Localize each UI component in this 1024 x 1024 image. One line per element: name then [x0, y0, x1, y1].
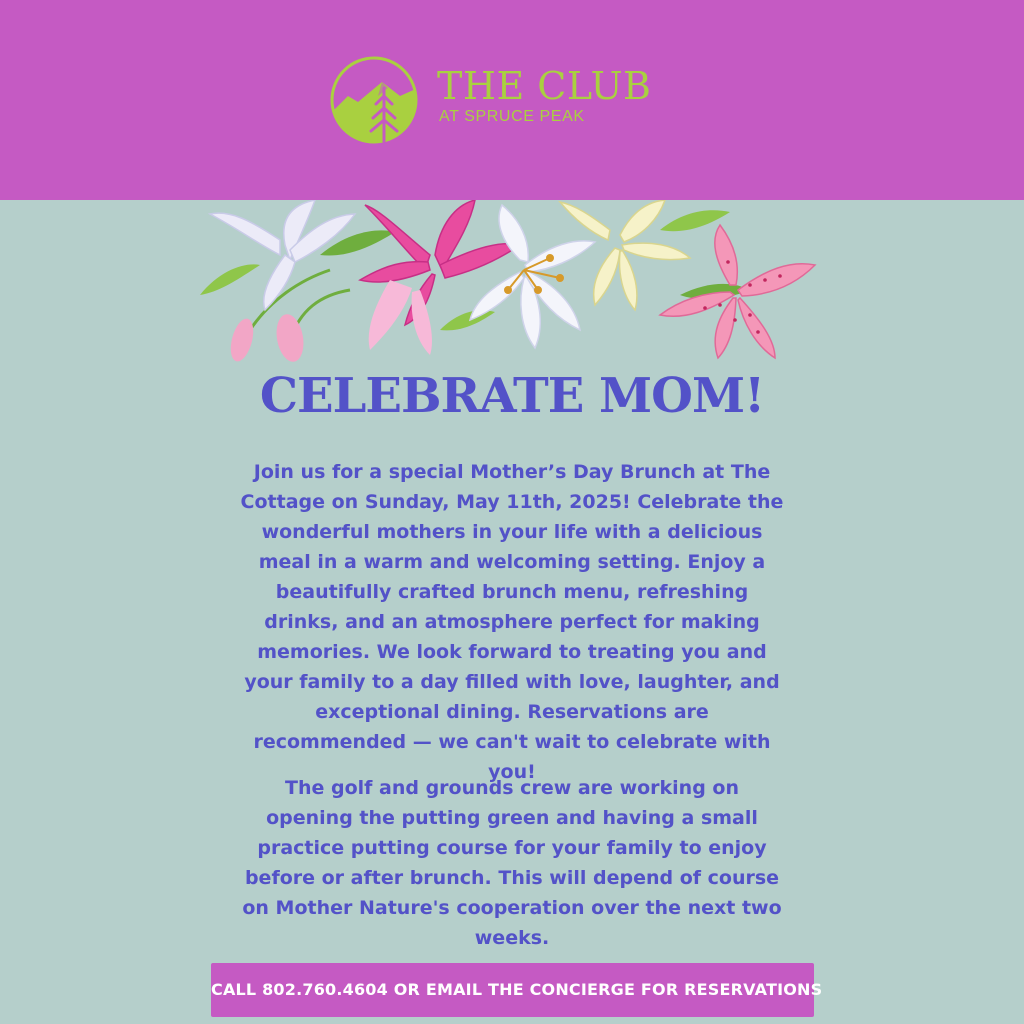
intro-paragraph: Join us for a special Mother’s Day Brunch at The Cottage on Sunday, May 11th, 2025! Celebrate the wonderful mothers in your life with a delicious meal in a warm and welcoming setting. Enjoy a beautifully crafted brunch menu, refreshing drinks, and an atmosphere perfect for making memories. We look forward to treating you and your family to a day filled with love, laughter, and exceptional dining. Reservations are recommended — we can't wait to celebrate with you!	[240, 461, 784, 783]
reservation-button[interactable]: CALL 802.760.4604 OR EMAIL THE CONCIERGE FOR RESERVATIONS	[211, 963, 814, 1017]
mountain-tree-icon	[330, 56, 418, 144]
header-banner	[0, 0, 1024, 200]
club-logo[interactable]	[330, 56, 650, 146]
headline: CELEBRATE MOM!	[259, 368, 765, 424]
logo-title: THE CLUB	[437, 64, 652, 108]
lily-flowers-illustration	[190, 200, 825, 362]
golf-paragraph: The golf and grounds crew are working on opening the putting green and having a small practice putting course for your family to enjoy before or after brunch. This will depend of course on Mother Nature's cooperation over the next two weeks.	[242, 777, 782, 949]
logo-subtitle: AT SPRUCE PEAK	[439, 108, 585, 125]
